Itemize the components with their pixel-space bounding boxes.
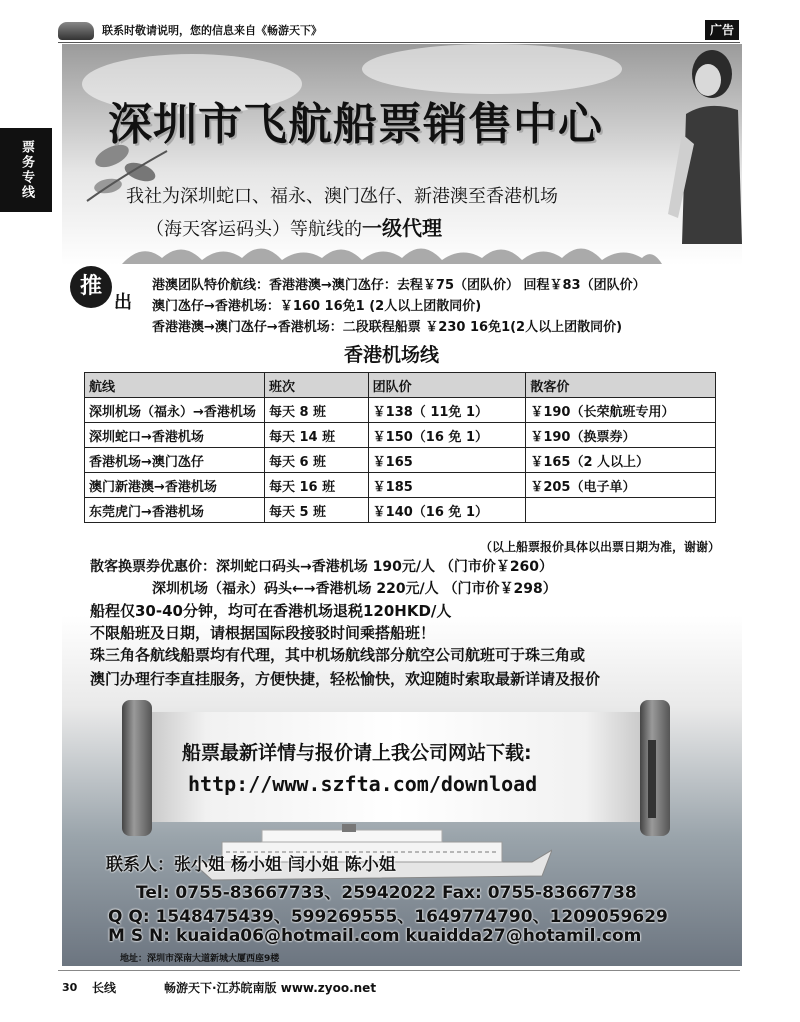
frequency-cell: 每天 14 班 — [264, 423, 368, 448]
individual-price-cell: ￥190（长荣航班专用） — [526, 398, 716, 423]
contact-msn: M S N: kuaida06@hotmail.com kuaidda27@hotamil.com — [108, 926, 642, 946]
route-cell: 东莞虎门→香港机场 — [85, 498, 265, 523]
airport-route-title: 香港机场线 — [344, 344, 440, 366]
column-header: 散客价 — [526, 373, 716, 398]
column-header: 团队价 — [368, 373, 526, 398]
table-row — [85, 423, 716, 448]
promo-line: 港澳团队特价航线：香港港澳→澳门氹仔：去程￥75（团队价） 回程￥83（团队价） — [152, 278, 646, 293]
magazine-logo-icon — [58, 22, 94, 40]
frequency-cell: 每天 8 班 — [264, 398, 368, 423]
section-side-tab: 票务专线 — [0, 128, 52, 212]
top-bar — [58, 20, 738, 42]
page-footer — [58, 970, 740, 1001]
schedule-note: 不限船班及日期，请根据国际段接驳时间乘搭船班！ — [90, 624, 436, 642]
page-number: 30 — [62, 981, 78, 994]
foliage-strip-icon — [122, 238, 662, 264]
promo-badge: 推 — [70, 266, 112, 308]
route-cell: 深圳机场（福永）→香港机场 — [85, 398, 265, 423]
service-note: 澳门办理行李直挂服务，方便快捷，轻松愉快，欢迎随时索取最新详请及报价 — [90, 670, 601, 688]
ad-title: 深圳市飞航船票销售中心 — [108, 99, 603, 150]
writing-brush-icon — [648, 740, 656, 818]
download-scroll-banner — [112, 700, 680, 836]
contact-qq: Q Q: 1548475439、599269555、1649774790、1209059629 — [108, 907, 668, 927]
individual-price-cell: ￥190（换票券） — [526, 423, 716, 448]
promo-line: 澳门氹仔→香港机场：￥160 16免1 (2人以上团散同价) — [152, 299, 482, 314]
contact-phone: Tel: 0755-83667733、25942022 Fax: 0755-83667738 — [136, 883, 637, 903]
group-price-cell: ￥138（ 11免 1） — [368, 398, 526, 423]
ad-panel — [62, 44, 742, 966]
table-row — [85, 473, 716, 498]
contact-names: 联系人：张小姐 杨小姐 闫小姐 陈小姐 — [106, 855, 396, 875]
table-header-row — [85, 373, 716, 398]
service-note: 珠三角各航线船票均有代理，其中机场航线部分航空公司航班可于珠三角或 — [90, 646, 586, 664]
group-price-cell: ￥165 — [368, 448, 526, 473]
publication-name: 畅游天下·江苏皖南版 www.zyoo.net — [164, 981, 377, 995]
table-row — [85, 498, 716, 523]
route-cell: 香港机场→澳门氹仔 — [85, 448, 265, 473]
frequency-cell: 每天 5 班 — [264, 498, 368, 523]
fare-table — [84, 372, 716, 523]
route-cell: 深圳蛇口→香港机场 — [85, 423, 265, 448]
download-url-link[interactable]: http://www.szfta.com/download — [188, 772, 538, 796]
table-row — [85, 398, 716, 423]
ad-badge: 广告 — [705, 20, 739, 40]
individual-price-cell: ￥165（2 人以上） — [526, 448, 716, 473]
frequency-cell: 每天 16 班 — [264, 473, 368, 498]
footer-section: 长线 — [92, 981, 117, 995]
column-header: 班次 — [264, 373, 368, 398]
individual-price-cell: ￥205（电子单） — [526, 473, 716, 498]
trip-duration-note: 船程仅30-40分钟，均可在香港机场退税120HKD/人 — [90, 602, 452, 620]
intro-line-1: 我社为深圳蛇口、福永、澳门氹仔、新港澳至香港机场 — [126, 186, 558, 207]
voucher-price-line: 散客换票券优惠价：深圳蛇口码头→香港机场 190元/人 （门市价￥260） — [90, 559, 554, 575]
scroll-paper — [146, 712, 646, 822]
intro-emphasis: 一级代理 — [362, 216, 442, 240]
cloud-decoration — [362, 44, 622, 94]
scroll-roll-left-icon — [122, 700, 152, 836]
voucher-price-line: 深圳机场（福永）码头←→香港机场 220元/人 （门市价￥298） — [152, 581, 557, 597]
group-price-cell: ￥185 — [368, 473, 526, 498]
column-header: 航线 — [85, 373, 265, 398]
contact-address: 地址：深圳市深南大道新城大厦西座9楼 — [120, 954, 280, 964]
download-heading: 船票最新详情与报价请上我公司网站下载: — [182, 742, 532, 764]
header-note: 联系时敬请说明，您的信息来自《畅游天下》 — [102, 24, 322, 37]
promo-line: 香港港澳→澳门氹仔→香港机场：二段联程船票 ￥230 16免1(2人以上团散同价) — [152, 320, 623, 335]
individual-price-cell — [526, 498, 716, 523]
table-row — [85, 448, 716, 473]
group-price-cell: ￥140（16 免 1） — [368, 498, 526, 523]
intro-line-2-text: （海天客运码头）等航线的 — [146, 219, 362, 240]
top-divider — [58, 42, 740, 43]
route-cell: 澳门新港澳→香港机场 — [85, 473, 265, 498]
table-note: （以上船票报价具体以出票日期为准，谢谢） — [479, 540, 720, 554]
group-price-cell: ￥150（16 免 1） — [368, 423, 526, 448]
woman-figure-icon — [668, 44, 742, 244]
intro-line-2 — [146, 212, 442, 241]
promo-badge-suffix: 出 — [114, 292, 132, 313]
frequency-cell: 每天 6 班 — [264, 448, 368, 473]
